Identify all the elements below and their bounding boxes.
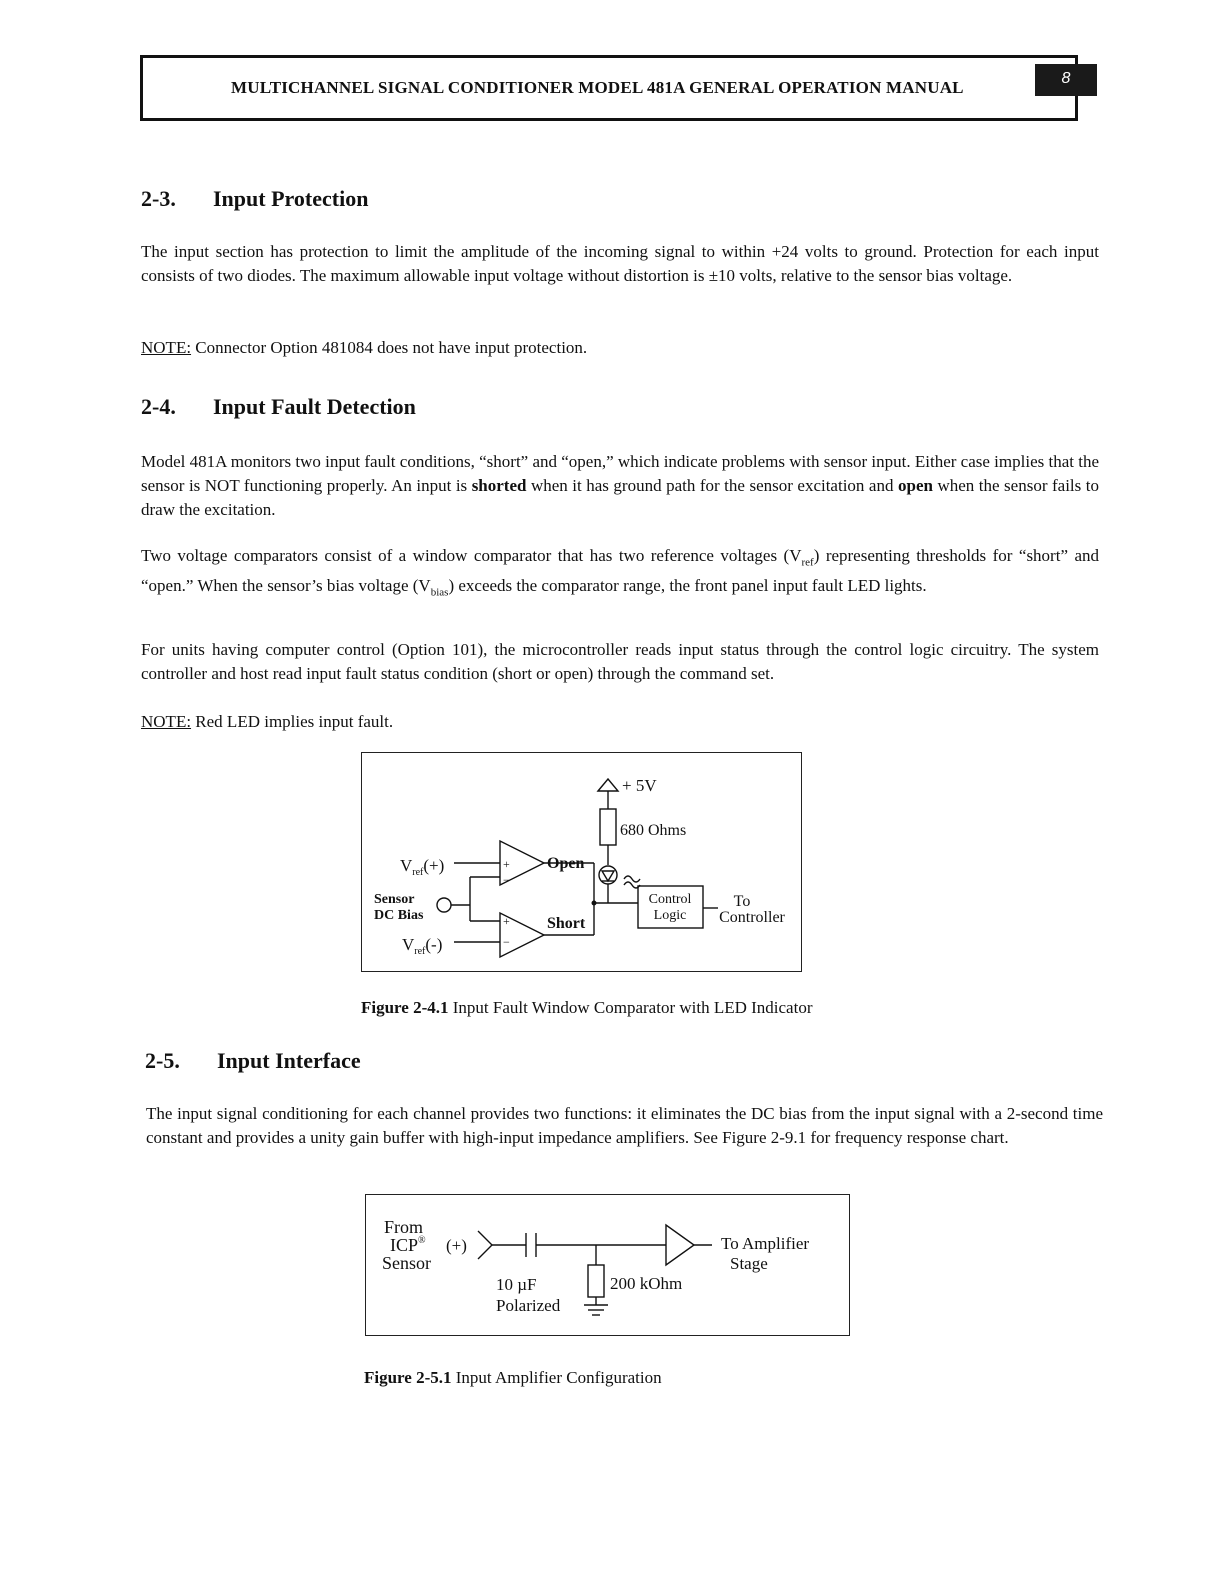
- text-run: ) exceeds the comparator range, the front panel input fault LED lights.: [448, 576, 927, 596]
- output-label-2: Stage: [730, 1254, 768, 1273]
- short-plus-sign: +: [503, 914, 510, 928]
- comparator-schematic: [362, 753, 803, 973]
- section-heading-2-4: [141, 394, 416, 420]
- short-label: Short: [547, 915, 586, 932]
- resistor-icon: [600, 809, 616, 845]
- short-minus-sign: −: [503, 935, 510, 949]
- figure-2-4-1-caption: [361, 998, 812, 1018]
- icp-label: ICP®: [390, 1235, 426, 1255]
- text-bold-open: open: [897, 476, 933, 495]
- paragraph-fault-conditions: [141, 450, 1099, 522]
- section-title: Input Fault Detection: [213, 394, 416, 419]
- vref-neg-label: $V_{ref}(-)$: [402, 935, 443, 957]
- note-label: NOTE:: [141, 338, 192, 357]
- caption-text: Input Amplifier Configuration: [451, 1368, 662, 1387]
- text-run: Model 481A monitors two input fault conditions, “short” and “open,” which indicate problems with sensor input. Either case implies that the sensor is NOT functioning properly. An input is: [141, 452, 1099, 495]
- sensor-label-2: DC Bias: [374, 908, 424, 923]
- page-header: [140, 55, 1078, 121]
- section-number: 2-4.: [141, 394, 176, 419]
- capacitor-label-1: 10 µF: [496, 1275, 537, 1294]
- from-label: From: [384, 1217, 424, 1237]
- text-bold-shorted: shorted: [471, 476, 527, 495]
- supply-triangle-icon: [598, 779, 618, 791]
- supply-label: + 5V: [622, 776, 657, 795]
- paragraph-window-comparator: [141, 544, 1099, 605]
- note-connector-option: [141, 336, 1099, 360]
- section-title: Input Interface: [217, 1048, 361, 1073]
- paragraph-computer-control: For units having computer control (Option 101), the microcontroller reads input status through the control logic circuitry. The system controller and host read input fault status condition (short or open) through the command set.: [141, 640, 1099, 683]
- section-heading-2-3: [141, 186, 368, 212]
- logic-label-2: Logic: [653, 908, 687, 923]
- sensor-label: Sensor: [382, 1253, 431, 1273]
- caption-number: Figure 2-5.1: [364, 1368, 452, 1387]
- vref-pos-label: $V_{ref}(+)$: [400, 856, 445, 878]
- open-plus-sign: +: [503, 857, 510, 871]
- sensor-label-1: Sensor: [374, 892, 415, 907]
- resistor-label: 200 kOhm: [610, 1274, 683, 1293]
- note-text: Red LED implies input fault.: [191, 712, 394, 731]
- page-number-tab: 8: [1035, 64, 1097, 96]
- resistor-label: 680 Ohms: [620, 822, 687, 839]
- section-title: Input Protection: [213, 186, 369, 211]
- to-label-1: To: [733, 893, 751, 910]
- text-run: when the sensor fails to draw the excitation.: [141, 476, 1099, 519]
- section-number: 2-5.: [145, 1048, 180, 1073]
- connector-icon: [478, 1231, 492, 1259]
- figure-2-5-1-caption: [364, 1368, 662, 1388]
- caption-text: Input Fault Window Comparator with LED Indicator: [448, 998, 813, 1017]
- text-run: when it has ground path for the sensor excitation and: [526, 476, 898, 495]
- section-heading-2-5: [145, 1048, 361, 1074]
- logic-label-1: Control: [648, 892, 692, 907]
- open-minus-sign: −: [503, 873, 510, 887]
- resistor-icon: [588, 1265, 604, 1297]
- open-label: Open: [547, 855, 585, 872]
- note-label: NOTE:: [141, 712, 192, 731]
- text-run: ) representing thresholds for “short” and “open.” When the sensor’s bias voltage (V: [141, 546, 1099, 596]
- capacitor-label-2: Polarized: [496, 1296, 561, 1315]
- paragraph-input-protection: The input section has protection to limit the amplitude of the incoming signal to within +24 volts to ground. Protection for each input consists of two diodes. The maximum allowable input voltage without distortion is ±10 volts, relative to the sensor bias voltage.: [141, 242, 1099, 285]
- note-red-led: [141, 710, 1099, 734]
- text-run: Two voltage comparators consist of a window comparator that has two reference voltages (V: [141, 546, 802, 565]
- buffer-amplifier-icon: [666, 1225, 694, 1265]
- figure-window-comparator: [361, 752, 802, 972]
- manual-title: MULTICHANNEL SIGNAL CONDITIONER MODEL 481A GENERAL OPERATION MANUAL: [231, 78, 964, 97]
- to-label-2: Controller: [719, 909, 785, 926]
- amplifier-schematic: [366, 1195, 851, 1337]
- plus-label: (+): [446, 1236, 467, 1255]
- sensor-input-icon: [437, 898, 451, 912]
- note-text: Connector Option 481084 does not have input protection.: [191, 338, 588, 357]
- figure-input-amplifier: [365, 1194, 850, 1336]
- output-label-1: To Amplifier: [721, 1234, 810, 1253]
- subscript-ref: ref: [801, 556, 814, 569]
- section-number: 2-3.: [141, 186, 176, 211]
- caption-number: Figure 2-4.1: [361, 998, 449, 1017]
- subscript-bias: bias: [430, 586, 449, 599]
- paragraph-input-interface: The input signal conditioning for each channel provides two functions: it eliminates the DC bias from the input signal with a 2-second time constant and provides a unity gain buffer with high-input impedance amplifiers. See Figure 2-9.1 for frequency response chart.: [146, 1104, 1103, 1147]
